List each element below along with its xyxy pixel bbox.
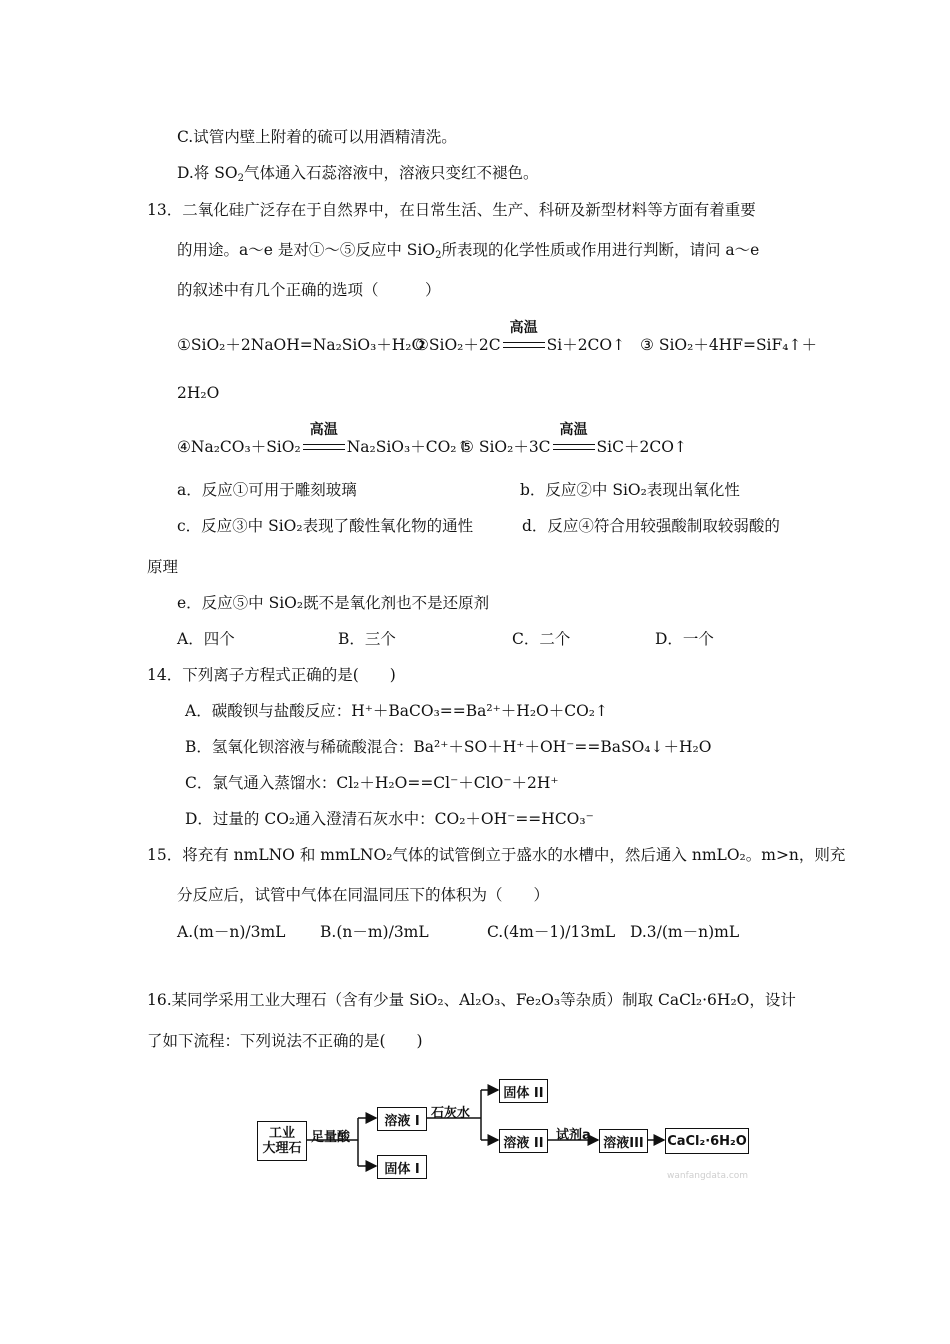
reaction-2: ②SiO₂＋2C 高温 Si＋2CO↑ [415, 320, 626, 354]
reaction-4: ④Na₂CO₃＋SiO₂ 高温 Na₂SiO₃＋CO₂↑ [177, 422, 470, 456]
q13-stem-line3: 的叙述中有几个正确的选项（ ） [177, 281, 441, 299]
q16-stem-line1: 16.某同学采用工业大理石（含有少量 SiO₂、Al₂O₃、Fe₂O₃等杂质）制取 CaCl₂·6H₂O，设计 [147, 991, 796, 1009]
q13-option-d: D．一个 [655, 630, 714, 648]
reaction-5: ⑤ SiO₂＋3C 高温 SiC＋2CO↑ [460, 422, 687, 456]
statement-d: d．反应④符合用较强酸制取较弱酸的 [522, 517, 780, 535]
watermark: wanfangdata.com [667, 1171, 749, 1181]
flow-label-lime: 石灰水 [431, 1106, 471, 1121]
q13-option-c: C．二个 [512, 630, 571, 648]
q13-option-a: A．四个 [177, 630, 235, 648]
q15-option-c: C.(4m－1)/13mL [487, 923, 616, 941]
flow-label-reagent: 试剂a [556, 1128, 591, 1143]
flow-box-sol2: 溶液 II [499, 1129, 548, 1153]
high-temp-condition: 高温 [501, 336, 547, 356]
q15-option-b: B.(n－m)/3mL [320, 923, 429, 941]
option-d-previous: D.将 $SO_2$气体通入石蕊溶液中，溶液只变红不褪色。 [177, 164, 539, 184]
high-temp-condition: 高温 [551, 438, 597, 458]
q13-option-b: B．三个 [338, 630, 396, 648]
statement-a: a．反应①可用于雕刻玻璃 [177, 481, 357, 499]
q15-option-a: A.(m－n)/3mL [177, 923, 286, 941]
q16-stem-line2: 了如下流程：下列说法不正确的是( ) [147, 1032, 423, 1050]
flow-label-acid: 足量酸 [311, 1130, 351, 1145]
flow-box-solid2: 固体 II [499, 1079, 548, 1103]
reaction-3: ③ SiO₂＋4HF=SiF₄↑＋ [640, 336, 817, 354]
flow-box-solid1: 固体 I [377, 1155, 427, 1179]
flow-box-start: 工业 大理石 [257, 1121, 307, 1161]
flow-box-sol3: 溶液III [599, 1129, 648, 1153]
reaction-3-cont: 2H₂O [177, 384, 220, 402]
q13-stem-line2: 的用途。a～e 是对①～⑤反应中 SiO$_2$所表现的化学性质或作用进行判断，请问 a～e [177, 241, 760, 261]
q14-option-d: D．过量的 CO₂通入澄清石灰水中：CO₂＋OH⁻==HCO₃⁻ [185, 810, 594, 828]
flow-box-sol1: 溶液 I [377, 1107, 427, 1131]
q15-stem-line2: 分反应后，试管中气体在同温同压下的体积为（ ） [177, 886, 550, 904]
q15-option-d: D.3/(m－n)mL [630, 923, 740, 941]
reaction-1: ①SiO₂＋2NaOH=Na₂SiO₃＋H₂O [177, 336, 425, 354]
statement-e: e．反应⑤中 SiO₂既不是氧化剂也不是还原剂 [177, 594, 490, 612]
q14-option-a: A．碳酸钡与盐酸反应：H⁺＋BaCO₃==Ba²⁺＋H₂O＋CO₂↑ [185, 702, 609, 720]
q14-option-b: B．氢氧化钡溶液与稀硫酸混合：Ba²⁺＋SO＋H⁺＋OH⁻==BaSO₄↓＋H₂O [185, 738, 712, 756]
high-temp-condition: 高温 [301, 438, 347, 458]
q14-option-c: C．氯气通入蒸馏水：Cl₂＋H₂O==Cl⁻＋ClO⁻＋2H⁺ [185, 774, 559, 792]
flow-box-product: CaCl₂·6H₂O [665, 1128, 749, 1154]
q13-stem-line1: 13．二氧化硅广泛存在于自然界中，在日常生活、生产、科研及新型材料等方面有着重要 [147, 201, 756, 219]
statement-c: c．反应③中 SiO₂表现了酸性氧化物的通性 [177, 517, 474, 535]
statement-d-cont: 原理 [147, 558, 179, 576]
option-c-previous: C.试管内壁上附着的硫可以用酒精清洗。 [177, 128, 457, 146]
statement-b: b．反应②中 SiO₂表现出氧化性 [520, 481, 740, 499]
q15-stem-line1: 15．将充有 nmLNO 和 mmLNO₂气体的试管倒立于盛水的水槽中，然后通入 nmLO₂。m>n，则充 [147, 846, 846, 864]
q14-stem: 14．下列离子方程式正确的是( ) [147, 666, 396, 684]
